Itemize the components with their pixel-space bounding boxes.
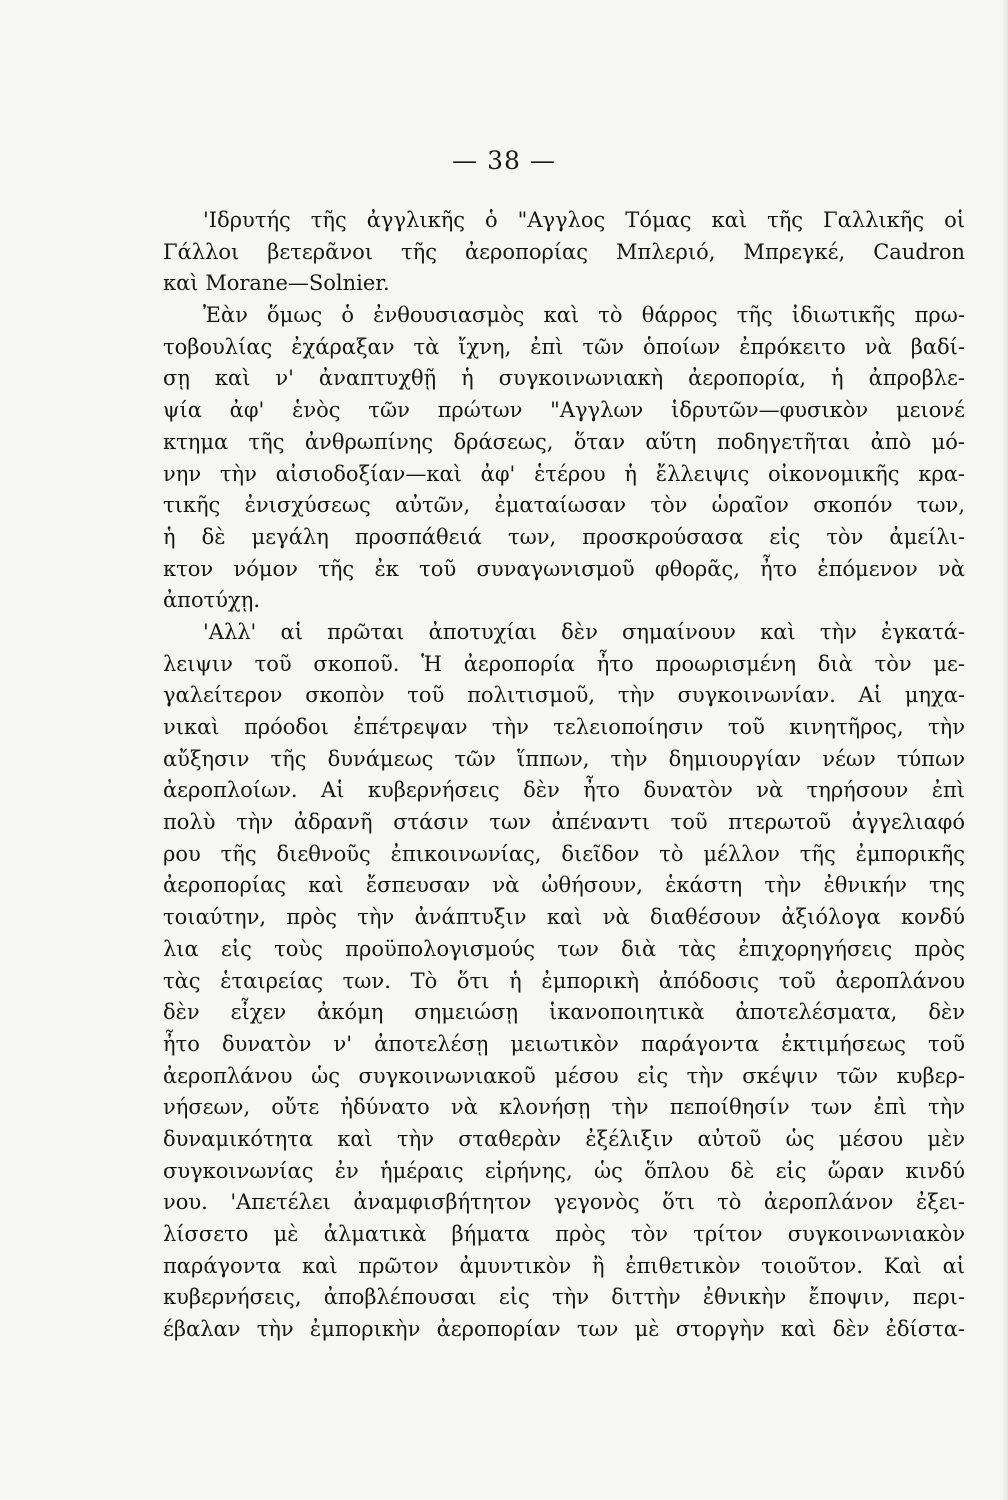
text-line: κτημα τῆς ἀνθρωπίνης δράσεως, ὅταν αὕτη ποδηγετῆται ἀπὸ μό- bbox=[163, 429, 965, 454]
text-line: νικαὶ πρόοδοι ἐπέτρεψαν τὴν τελειοποίησιν τοῦ κινητῆρος, τὴν bbox=[163, 715, 965, 739]
text-line: λια εἰς τοὺς προϋπολογισμούς των διὰ τὰς ἐπιχορηγήσεις πρὸς bbox=[163, 936, 965, 961]
text-line: λειψιν τοῦ σκοποῦ. Ἡ ἀεροπορία ἦτο προωρισμένη διὰ τὸν με- bbox=[163, 651, 965, 676]
text-line: ἡ δὲ μεγάλη προσπάθειά των, προσκρούσασα εἰς τὸν ἀμείλι- bbox=[163, 524, 965, 549]
text-line: δυναμικότητα καὶ τὴν σταθερὰν ἐξέλιξιν αὐτοῦ ὡς μέσου μὲν bbox=[163, 1126, 965, 1151]
text-line: ψία ἀφ' ἑνὸς τῶν πρώτων "Αγγλων ἱδρυτῶν—φυσικὸν μειονέ bbox=[163, 398, 965, 423]
text-line: παράγοντα καὶ πρῶτον ἀμυντικὸν ἢ ἐπιθετικὸν τοιοῦτον. Καὶ αἱ bbox=[163, 1253, 965, 1278]
text-line: ρου τῆς διεθνοῦς ἐπικοινωνίας, διεῖδον τὸ μέλλον τῆς ἐμπορικῆς bbox=[163, 841, 965, 866]
text-line: γαλείτερον σκοπὸν τοῦ πολιτισμοῦ, τὴν συγκοινωνίαν. Αἱ μηχα- bbox=[163, 683, 965, 708]
text-line: 'Αλλ' αἱ πρῶται ἀποτυχίαι δὲν σημαίνουν καὶ τὴν ἐγκατά- bbox=[203, 619, 965, 644]
text-line: έβαλαν τὴν ἐμπορικὴν ἀεροπορίαν των μὲ στοργὴν καὶ δὲν ἐδίστα- bbox=[163, 1317, 965, 1342]
text-line: τοβουλίας ἐχάραξαν τὰ ἴχνη, ἐπὶ τῶν ὁποίων ἐπρόκειτο νὰ βαδί- bbox=[163, 334, 965, 359]
text-line: πολὺ τὴν ἀδρανῆ στάσιν των ἀπέναντι τοῦ πτερωτοῦ ἀγγελιαφό bbox=[163, 810, 965, 835]
text-line: Γάλλοι βετερᾶνοι τῆς ἀεροπορίας Μπλεριό, Μπρεγκέ, Caudron bbox=[163, 239, 965, 264]
page-edge-shadow bbox=[1002, 0, 1008, 1500]
text-line: δὲν εἶχεν ἀκόμη σημειώσῃ ἱκανοποιητικὰ ἀποτελέσματα, δὲν bbox=[163, 1000, 965, 1025]
text-line: καὶ Morane—Solnier. bbox=[163, 271, 390, 296]
text-line: νην τὴν αἰσιοδοξίαν—καὶ ἀφ' ἑτέρου ἡ ἔλλειψις οἰκονομικῆς κρα- bbox=[163, 461, 965, 486]
text-line: νου. 'Απετέλει ἀναμφισβήτητον γεγονὸς ὅτι τὸ ἀεροπλάνον ἐξει- bbox=[163, 1190, 965, 1215]
page-number: — 38 — bbox=[452, 146, 556, 175]
text-line: ἀποτύχῃ. bbox=[163, 588, 260, 613]
text-line: κυβερνήσεις, ἀποβλέπουσαι εἰς τὴν διττὴν ἐθνικὴν ἔποψιν, περι- bbox=[163, 1285, 965, 1310]
text-line: σῃ καὶ ν' ἀναπτυχθῇ ἡ συγκοινωνιακὴ ἀεροπορία, ἡ ἀπροβλε- bbox=[163, 366, 965, 391]
text-line: τοιαύτην, πρὸς τὴν ἀνάπτυξιν καὶ νὰ διαθέσουν ἀξιόλογα κονδύ bbox=[163, 905, 965, 930]
text-line: λίσσετο μὲ ἁλματικὰ βήματα πρὸς τὸν τρίτον συγκοινωνιακὸν bbox=[163, 1222, 965, 1246]
text-line: ἀεροπλοίων. Αἱ κυβερνήσεις δὲν ἦτο δυνατὸν νὰ τηρήσουν ἐπὶ bbox=[163, 778, 965, 803]
text-line: κτον νόμον τῆς ἐκ τοῦ συναγωνισμοῦ φθορᾶς, ἦτο ἑπόμενον νὰ bbox=[163, 556, 965, 581]
text-line: αὔξησιν τῆς δυνάμεως τῶν ἵππων, τὴν δημιουργίαν νέων τύπων bbox=[163, 746, 965, 771]
text-line: τικῆς ἐνισχύσεως αὐτῶν, ἐματαίωσαν τὸν ὡραῖον σκοπόν των, bbox=[163, 493, 965, 518]
text-line: ἀεροπορίας καὶ ἔσπευσαν νὰ ὠθήσουν, ἑκάστη τὴν ἐθνικήν της bbox=[163, 873, 965, 898]
text-line: συγκοινωνίας ἐν ἡμέραις εἰρήνης, ὡς ὅπλου δὲ εἰς ὥραν κινδύ bbox=[163, 1158, 965, 1183]
text-line: τὰς ἑταιρείας των. Τὸ ὅτι ἡ ἐμπορικὴ ἀπόδοσις τοῦ ἀεροπλάνου bbox=[163, 968, 965, 993]
text-line: ἦτο δυνατὸν ν' ἀποτελέσῃ μειωτικὸν παράγοντα ἐκτιμήσεως τοῦ bbox=[163, 1031, 965, 1056]
text-line: νήσεων, οὔτε ἠδύνατο νὰ κλονήσῃ τὴν πεποίθησίν των ἐπὶ τὴν bbox=[163, 1095, 965, 1120]
body-text bbox=[163, 205, 965, 1346]
text-line: 'Ιδρυτής τῆς ἀγγλικῆς ὁ "Αγγλος Τόμας καὶ τῆς Γαλλικῆς οἱ bbox=[203, 208, 965, 232]
text-line: ἀεροπλάνου ὡς συγκοινωνιακοῦ μέσου εἰς τὴν σκέψιν τῶν κυβερ- bbox=[163, 1063, 965, 1088]
text-line: Ἐὰν ὅμως ὁ ἐνθουσιασμὸς καὶ τὸ θάρρος τῆς ἰδιωτικῆς πρω- bbox=[203, 303, 965, 328]
